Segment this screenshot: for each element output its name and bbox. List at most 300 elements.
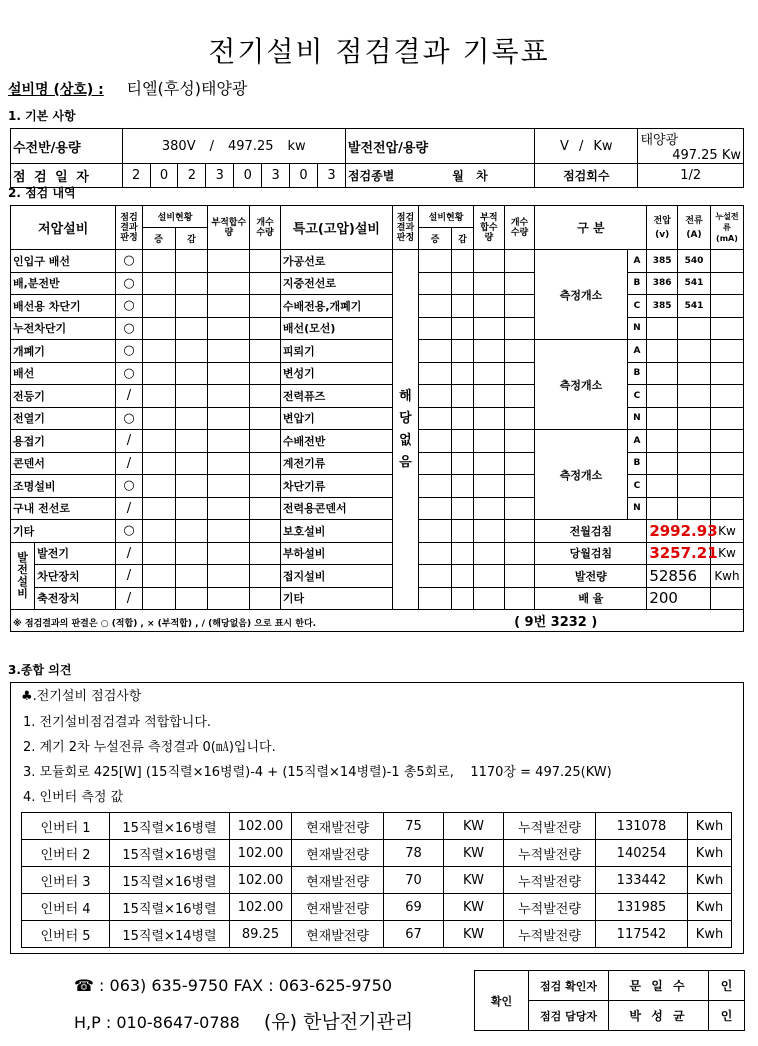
footer-phone bbox=[74, 976, 392, 995]
low-empty bbox=[250, 587, 281, 610]
phase: N bbox=[627, 407, 647, 430]
phase: B bbox=[627, 452, 647, 475]
gen-item: 차단장치 bbox=[35, 565, 116, 588]
phase: A bbox=[627, 250, 647, 273]
inverter-cell: KW bbox=[444, 921, 504, 948]
opinion-section-title: 3.종합 의견 bbox=[8, 663, 72, 677]
hdr-leak bbox=[710, 206, 743, 250]
low-empty bbox=[250, 362, 281, 385]
amp-value: 540 bbox=[678, 250, 711, 273]
low-empty bbox=[142, 272, 175, 295]
high-empty bbox=[419, 407, 452, 430]
opinion-heading: ♣.전기설비 점검사항 bbox=[21, 689, 142, 704]
high-na bbox=[392, 250, 418, 610]
low-empty bbox=[175, 272, 208, 295]
low-empty bbox=[208, 497, 250, 520]
low-item: 구내 전선로 bbox=[11, 497, 116, 520]
high-empty bbox=[419, 520, 452, 543]
high-empty bbox=[473, 430, 504, 453]
inverter-cell: 102.00 bbox=[230, 813, 292, 840]
hdr-volt-text: 전압 bbox=[653, 215, 671, 226]
high-empty bbox=[504, 295, 535, 318]
low-empty bbox=[250, 272, 281, 295]
inverter-cell: 인버터 2 bbox=[22, 840, 110, 867]
low-empty bbox=[208, 272, 250, 295]
amp-empty bbox=[678, 452, 711, 475]
high-empty bbox=[504, 520, 535, 543]
low-empty bbox=[142, 452, 175, 475]
high-empty bbox=[452, 250, 474, 273]
inverter-cell: 인버터 5 bbox=[22, 921, 110, 948]
low-item: 조명설비 bbox=[11, 475, 116, 498]
low-empty bbox=[250, 475, 281, 498]
high-item: 부하설비 bbox=[280, 542, 392, 565]
volt-value: 385 bbox=[647, 295, 678, 318]
low-empty bbox=[250, 385, 281, 408]
na-char: 해 bbox=[399, 388, 412, 404]
low-empty bbox=[175, 385, 208, 408]
high-empty bbox=[452, 520, 474, 543]
inverter-cell: 15직렬×14병렬 bbox=[110, 921, 230, 948]
high-empty bbox=[452, 317, 474, 340]
supply-value bbox=[122, 129, 345, 164]
volt-empty bbox=[647, 385, 678, 408]
amp-empty bbox=[678, 430, 711, 453]
na-char: 당 bbox=[399, 410, 412, 426]
high-empty bbox=[504, 475, 535, 498]
low-empty bbox=[175, 250, 208, 273]
gen-result: / bbox=[116, 587, 142, 610]
high-empty bbox=[419, 250, 452, 273]
date-digit: 0 bbox=[150, 164, 178, 188]
date-digit: 2 bbox=[178, 164, 206, 188]
summary-value: 3257.21 bbox=[647, 542, 711, 565]
hdr-inc: 증 bbox=[142, 228, 175, 250]
high-empty bbox=[504, 317, 535, 340]
inverter-cell: 89.25 bbox=[230, 921, 292, 948]
high-empty bbox=[419, 340, 452, 363]
low-item: 콘덴서 bbox=[11, 452, 116, 475]
low-item: 배선 bbox=[11, 362, 116, 385]
hdr-dec: 감 bbox=[175, 228, 208, 250]
high-item: 접지설비 bbox=[280, 565, 392, 588]
high-empty bbox=[419, 497, 452, 520]
inverter-table bbox=[21, 812, 732, 948]
count-label: 점검회수 bbox=[535, 164, 638, 188]
amp-empty bbox=[678, 475, 711, 498]
high-empty bbox=[473, 565, 504, 588]
low-result: / bbox=[116, 430, 142, 453]
leak-empty bbox=[710, 340, 743, 363]
low-item: 배,분전반 bbox=[11, 272, 116, 295]
inverter-cell: 69 bbox=[384, 894, 444, 921]
gen-group-text: 발전설비 bbox=[17, 550, 28, 600]
volt-empty bbox=[647, 430, 678, 453]
opinion-line: 1. 전기설비점검결과 적합합니다. bbox=[23, 715, 212, 730]
low-empty bbox=[208, 385, 250, 408]
na-char: 음 bbox=[399, 454, 412, 470]
gen-item: 축전장치 bbox=[35, 587, 116, 610]
gen-group-label bbox=[11, 542, 35, 610]
low-empty bbox=[142, 565, 175, 588]
date-digit: 2 bbox=[122, 164, 150, 188]
supply-cap: 497.25 bbox=[228, 138, 274, 154]
opinion-box bbox=[10, 682, 744, 954]
low-empty bbox=[250, 497, 281, 520]
date-digit: 3 bbox=[206, 164, 234, 188]
inverter-cell: 131985 bbox=[596, 894, 688, 921]
volt-empty bbox=[647, 340, 678, 363]
inverter-cell: 15직렬×16병렬 bbox=[110, 813, 230, 840]
inverter-cell: 140254 bbox=[596, 840, 688, 867]
high-empty bbox=[504, 565, 535, 588]
volt-empty bbox=[647, 497, 678, 520]
high-empty bbox=[419, 385, 452, 408]
high-item: 전력퓨즈 bbox=[280, 385, 392, 408]
inverter-cell: 102.00 bbox=[230, 894, 292, 921]
hdr-status: 설비현황 bbox=[142, 206, 208, 228]
hdr-leak-text: 누설전류 bbox=[715, 212, 739, 232]
low-empty bbox=[208, 587, 250, 610]
low-empty bbox=[142, 520, 175, 543]
inverter-cell: 102.00 bbox=[230, 867, 292, 894]
high-empty bbox=[452, 565, 474, 588]
leak-empty bbox=[710, 362, 743, 385]
high-empty bbox=[473, 272, 504, 295]
low-empty bbox=[208, 250, 250, 273]
high-item: 변압기 bbox=[280, 407, 392, 430]
page-title: 전기설비 점검결과 기록표 bbox=[208, 35, 550, 68]
low-empty bbox=[208, 542, 250, 565]
high-empty bbox=[504, 250, 535, 273]
leak-empty bbox=[710, 317, 743, 340]
low-empty bbox=[142, 430, 175, 453]
sign-seal: 인 bbox=[709, 1001, 745, 1031]
inverter-cell: 75 bbox=[384, 813, 444, 840]
opinion-line: 4. 인버터 측정 값 bbox=[23, 790, 124, 805]
low-empty bbox=[208, 340, 250, 363]
low-empty bbox=[142, 497, 175, 520]
low-empty bbox=[175, 340, 208, 363]
type-cell bbox=[345, 164, 534, 188]
high-empty bbox=[473, 407, 504, 430]
low-empty bbox=[208, 452, 250, 475]
opinion-line: 2. 계기 2차 누설전류 측정결과 0(㎃)입니다. bbox=[23, 740, 276, 755]
footer-hp bbox=[74, 1007, 413, 1034]
date-digit: 0 bbox=[234, 164, 262, 188]
high-empty bbox=[452, 295, 474, 318]
inspection-section-title: 2. 점검 내역 bbox=[8, 186, 76, 200]
low-empty bbox=[175, 565, 208, 588]
high-empty bbox=[419, 295, 452, 318]
inverter-cell: 누적발전량 bbox=[504, 840, 596, 867]
amp-empty bbox=[678, 317, 711, 340]
solar-value: 497.25 Kw bbox=[672, 148, 741, 163]
opinion-line: 3. 모듈회로 425[W] (15직렬×16병렬)-4 + (15직렬×14병렬)-1 총5회로, 1170장 = 497.25(KW) bbox=[23, 765, 612, 780]
high-empty bbox=[504, 385, 535, 408]
gen-result: / bbox=[116, 542, 142, 565]
low-empty bbox=[250, 407, 281, 430]
high-empty bbox=[419, 565, 452, 588]
inverter-cell: Kwh bbox=[688, 894, 732, 921]
hdr-fault: 부적합수량 bbox=[208, 206, 250, 250]
facility-label: 설비명 (상호) : bbox=[8, 82, 104, 98]
low-empty bbox=[175, 430, 208, 453]
low-empty bbox=[142, 317, 175, 340]
leak-empty bbox=[710, 430, 743, 453]
volt-empty bbox=[647, 475, 678, 498]
inverter-cell: 131078 bbox=[596, 813, 688, 840]
date-digit: 0 bbox=[290, 164, 318, 188]
volt-value: 385 bbox=[647, 250, 678, 273]
low-empty bbox=[142, 250, 175, 273]
inverter-cell: 78 bbox=[384, 840, 444, 867]
supply-sep: / bbox=[209, 138, 214, 154]
low-empty bbox=[175, 295, 208, 318]
high-empty bbox=[504, 587, 535, 610]
low-empty bbox=[175, 452, 208, 475]
low-empty bbox=[208, 520, 250, 543]
amp-empty bbox=[678, 497, 711, 520]
hdr-low: 저압설비 bbox=[11, 206, 116, 250]
measure-group: 측정개소 bbox=[535, 430, 627, 520]
high-item: 수배전용,개폐기 bbox=[280, 295, 392, 318]
low-empty bbox=[175, 497, 208, 520]
low-empty bbox=[250, 430, 281, 453]
facility-line bbox=[8, 76, 247, 99]
count-value: 1/2 bbox=[638, 164, 744, 188]
low-empty bbox=[142, 362, 175, 385]
hdr-amp bbox=[678, 206, 711, 250]
low-empty bbox=[250, 340, 281, 363]
low-item: 누전차단기 bbox=[11, 317, 116, 340]
inverter-cell: Kwh bbox=[688, 813, 732, 840]
summary-unit: Kw bbox=[710, 520, 743, 543]
volt-empty bbox=[647, 362, 678, 385]
high-empty bbox=[504, 542, 535, 565]
high-item: 가공선로 bbox=[280, 250, 392, 273]
inverter-cell: 현재발전량 bbox=[292, 813, 384, 840]
low-result: ○ bbox=[116, 295, 142, 318]
high-empty bbox=[419, 430, 452, 453]
low-result: / bbox=[116, 497, 142, 520]
sign-role: 점검 담당자 bbox=[529, 1001, 609, 1031]
low-item: 배선용 차단기 bbox=[11, 295, 116, 318]
low-empty bbox=[250, 452, 281, 475]
high-item: 전력용콘덴서 bbox=[280, 497, 392, 520]
high-empty bbox=[452, 385, 474, 408]
high-empty bbox=[452, 497, 474, 520]
low-empty bbox=[250, 565, 281, 588]
inverter-cell: 현재발전량 bbox=[292, 867, 384, 894]
volt-empty bbox=[647, 407, 678, 430]
hdr-qty2: 개수수량 bbox=[504, 206, 535, 250]
summary-label: 배 율 bbox=[535, 587, 647, 610]
sign-seal: 인 bbox=[709, 971, 745, 1001]
note-extra: ( 9번 3232 ) bbox=[514, 615, 598, 630]
summary-label: 발전량 bbox=[535, 565, 647, 588]
amp-value: 541 bbox=[678, 272, 711, 295]
low-empty bbox=[250, 295, 281, 318]
high-empty bbox=[452, 430, 474, 453]
high-item: 배선(모선) bbox=[280, 317, 392, 340]
phase: C bbox=[627, 475, 647, 498]
hdr-dec2: 감 bbox=[452, 228, 474, 250]
low-result: ○ bbox=[116, 272, 142, 295]
high-empty bbox=[452, 475, 474, 498]
low-empty bbox=[142, 407, 175, 430]
high-item: 변성기 bbox=[280, 362, 392, 385]
gen-v: V bbox=[560, 138, 569, 154]
inverter-cell: 누적발전량 bbox=[504, 921, 596, 948]
sign-table bbox=[474, 970, 745, 1031]
phone-icon: ☎ bbox=[74, 976, 94, 995]
na-char: 없 bbox=[399, 432, 412, 448]
date-label: 점 검 일 자 bbox=[11, 164, 123, 188]
high-empty bbox=[473, 475, 504, 498]
high-empty bbox=[504, 497, 535, 520]
low-empty bbox=[142, 587, 175, 610]
low-empty bbox=[142, 542, 175, 565]
high-empty bbox=[452, 340, 474, 363]
gen-volt-label: 발전전압/용량 bbox=[347, 140, 429, 156]
leak-empty bbox=[710, 407, 743, 430]
amp-value: 541 bbox=[678, 295, 711, 318]
phase: N bbox=[627, 317, 647, 340]
summary-value: 200 bbox=[647, 587, 711, 610]
low-empty bbox=[208, 317, 250, 340]
leak-empty bbox=[710, 272, 743, 295]
low-empty bbox=[175, 317, 208, 340]
high-empty bbox=[504, 407, 535, 430]
high-empty bbox=[419, 317, 452, 340]
confirm-label: 확인 bbox=[475, 971, 529, 1031]
high-item: 보호설비 bbox=[280, 520, 392, 543]
low-empty bbox=[175, 362, 208, 385]
low-empty bbox=[142, 340, 175, 363]
inverter-cell: 67 bbox=[384, 921, 444, 948]
high-empty bbox=[452, 407, 474, 430]
high-empty bbox=[473, 250, 504, 273]
inspection-table bbox=[10, 205, 744, 632]
inverter-cell: Kwh bbox=[688, 840, 732, 867]
inverter-cell: 인버터 4 bbox=[22, 894, 110, 921]
low-empty bbox=[208, 430, 250, 453]
phase: B bbox=[627, 272, 647, 295]
gen-volt-cell bbox=[345, 129, 534, 164]
inverter-cell: 102.00 bbox=[230, 840, 292, 867]
low-empty bbox=[250, 250, 281, 273]
inverter-cell: 누적발전량 bbox=[504, 867, 596, 894]
low-result: / bbox=[116, 452, 142, 475]
sign-name: 문 일 수 bbox=[609, 971, 709, 1001]
inverter-cell: 현재발전량 bbox=[292, 921, 384, 948]
footer-hp-text: H,P : 010-8647-0788 bbox=[74, 1013, 240, 1032]
summary-label: 당월검침 bbox=[535, 542, 647, 565]
leak-empty bbox=[710, 250, 743, 273]
low-result: ○ bbox=[116, 475, 142, 498]
high-empty bbox=[504, 362, 535, 385]
low-item: 전열기 bbox=[11, 407, 116, 430]
low-empty bbox=[208, 362, 250, 385]
low-empty bbox=[250, 520, 281, 543]
leak-empty bbox=[710, 385, 743, 408]
high-empty bbox=[419, 587, 452, 610]
low-empty bbox=[208, 565, 250, 588]
low-empty bbox=[175, 542, 208, 565]
low-empty bbox=[250, 542, 281, 565]
high-item: 피뢰기 bbox=[280, 340, 392, 363]
inverter-cell: 70 bbox=[384, 867, 444, 894]
high-item: 수배전반 bbox=[280, 430, 392, 453]
date-digit: 3 bbox=[317, 164, 345, 188]
low-item: 인입구 배선 bbox=[11, 250, 116, 273]
inverter-cell: KW bbox=[444, 867, 504, 894]
phase: N bbox=[627, 497, 647, 520]
hdr-cat: 구 분 bbox=[535, 206, 647, 250]
gen-result: / bbox=[116, 565, 142, 588]
solar-label: 태양광 bbox=[640, 133, 679, 148]
measure-group: 측정개소 bbox=[535, 250, 627, 340]
summary-unit bbox=[710, 587, 743, 610]
high-item: 기타 bbox=[280, 587, 392, 610]
hdr-inc2: 증 bbox=[419, 228, 452, 250]
low-result: / bbox=[116, 385, 142, 408]
low-empty bbox=[175, 407, 208, 430]
low-item: 기타 bbox=[11, 520, 116, 543]
type-value: 월 차 bbox=[452, 169, 492, 183]
high-empty bbox=[504, 340, 535, 363]
hdr-result2: 점검결과판정 bbox=[392, 206, 418, 250]
low-empty bbox=[250, 317, 281, 340]
low-empty bbox=[142, 385, 175, 408]
volt-empty bbox=[647, 317, 678, 340]
phase: A bbox=[627, 430, 647, 453]
inverter-cell: 15직렬×16병렬 bbox=[110, 894, 230, 921]
note-row bbox=[11, 610, 744, 632]
supply-label: 수전반/용량 bbox=[11, 129, 123, 164]
inverter-cell: 누적발전량 bbox=[504, 894, 596, 921]
leak-empty bbox=[710, 295, 743, 318]
volt-empty bbox=[647, 452, 678, 475]
sign-role: 점검 확인자 bbox=[529, 971, 609, 1001]
summary-unit: Kwh bbox=[710, 565, 743, 588]
high-empty bbox=[473, 542, 504, 565]
high-empty bbox=[452, 362, 474, 385]
low-empty bbox=[142, 295, 175, 318]
basic-section-title: 1. 기본 사항 bbox=[8, 109, 76, 123]
leak-empty bbox=[710, 497, 743, 520]
low-result: ○ bbox=[116, 340, 142, 363]
inverter-cell: 15직렬×16병렬 bbox=[110, 840, 230, 867]
inverter-cell: Kwh bbox=[688, 921, 732, 948]
high-empty bbox=[452, 587, 474, 610]
inverter-cell: 15직렬×16병렬 bbox=[110, 867, 230, 894]
high-empty bbox=[452, 452, 474, 475]
sign-name: 박 성 균 bbox=[609, 1001, 709, 1031]
low-empty bbox=[142, 475, 175, 498]
hdr-amp-unit: (A) bbox=[686, 229, 702, 240]
high-empty bbox=[419, 542, 452, 565]
high-empty bbox=[504, 430, 535, 453]
high-empty bbox=[473, 520, 504, 543]
high-empty bbox=[419, 452, 452, 475]
company-name: (유) 한남전기관리 bbox=[263, 1011, 414, 1033]
inverter-cell: 인버터 1 bbox=[22, 813, 110, 840]
type-label: 점검종별 bbox=[347, 169, 395, 183]
phase: C bbox=[627, 295, 647, 318]
high-empty bbox=[473, 497, 504, 520]
